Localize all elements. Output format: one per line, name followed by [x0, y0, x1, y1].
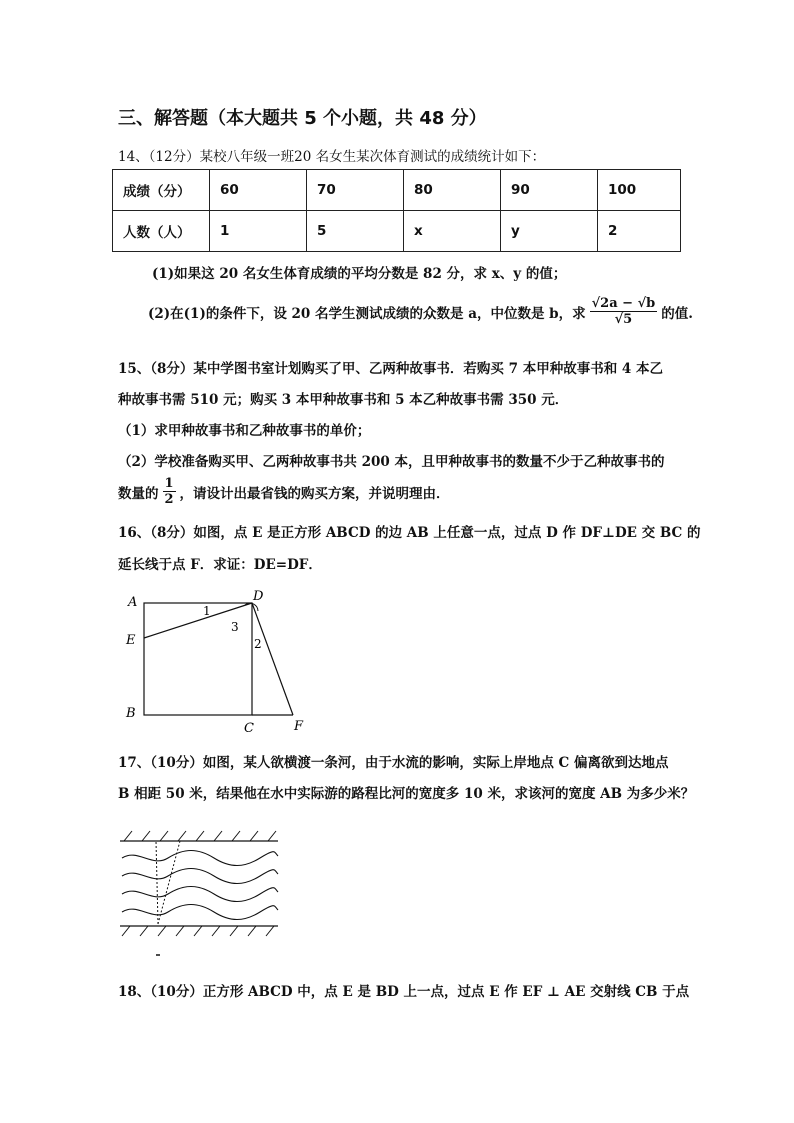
- q14-part2: [148, 296, 693, 327]
- section-title: 三、解答题（本大题共 5 个小题，共 48 分）: [118, 108, 487, 129]
- q15-fraction: [163, 476, 176, 507]
- river-figure: [118, 828, 280, 963]
- q15-part2-text: 数量的: [118, 485, 159, 502]
- score-table: [112, 169, 681, 252]
- bank-hatching-bottom: [122, 926, 274, 936]
- angle-label-1: 1: [203, 604, 211, 618]
- table-row: [113, 211, 681, 252]
- q17-line1: 17、（10分）如图，某人欲横渡一条河，由于水流的影响，实际上岸地点 C 偏离欲到达地点: [118, 755, 669, 771]
- path-ab-dotted: [156, 841, 158, 924]
- q14-fraction: [590, 296, 658, 327]
- label-e: E: [126, 633, 136, 648]
- label-f: F: [294, 719, 304, 734]
- table-cell: x: [404, 211, 501, 252]
- q15-part2-line1: （2）学校准备购买甲、乙两种故事书共 200 本，且甲种故事书的数量不少于乙种故事书的: [118, 454, 665, 470]
- fraction-numerator: √2a − √b: [591, 296, 656, 311]
- q14-part2-end: 的值.: [661, 305, 693, 322]
- table-cell: 5: [307, 211, 404, 252]
- table-cell: 成绩（分）: [113, 170, 210, 211]
- fraction-denominator: √5: [614, 312, 633, 327]
- q14-part1: (1)如果这 20 名女生体育成绩的平均分数是 82 分，求 x、y 的值；: [152, 266, 567, 282]
- fraction-denominator: 2: [164, 492, 174, 507]
- q15-part1: （1）求甲种故事书和乙种故事书的单价；: [118, 423, 371, 439]
- label-d: D: [253, 589, 264, 604]
- angle-label-2: 2: [254, 637, 262, 651]
- q15-part2-end: ，请设计出最省钱的购买方案，并说明理由．: [179, 485, 450, 502]
- table-cell: 100: [598, 170, 681, 211]
- table-cell: 人数（人）: [113, 211, 210, 252]
- bank-hatching-top: [124, 831, 276, 841]
- q14-part2-text: (2)在(1)的条件下，设 20 名学生测试成绩的众数是 a，中位数是 b，求: [148, 305, 586, 322]
- table-cell: 70: [307, 170, 404, 211]
- segment-df: [252, 603, 293, 715]
- label-a: A: [128, 595, 138, 610]
- label-c: C: [244, 721, 254, 736]
- q17-line2: B 相距 50 米，结果他在水中实际游的路程比河的宽度多 10 米，求该河的宽度 AB 为多少米？: [118, 786, 695, 802]
- table-cell: y: [501, 211, 598, 252]
- table-cell: 90: [501, 170, 598, 211]
- q15-line1: 15、（8分）某中学图书室计划购买了甲、乙两种故事书．若购买 7 本甲种故事书和 4 本乙: [118, 361, 664, 377]
- square-geometry-figure: [110, 585, 330, 740]
- table-cell: 60: [210, 170, 307, 211]
- q15-line2: 种故事书需 510 元；购买 3 本甲种故事书和 5 本乙种故事书需 350 元．: [118, 392, 569, 408]
- table-cell: 80: [404, 170, 501, 211]
- table-row: [113, 170, 681, 211]
- angle-label-3: 3: [231, 620, 239, 634]
- fraction-numerator: 1: [164, 476, 174, 491]
- label-b: B: [126, 706, 136, 721]
- q14-header: 14、（12分）某校八年级一班20 名女生某次体育测试的成绩统计如下：: [118, 149, 546, 165]
- river-waves: [122, 851, 278, 920]
- table-cell: 1: [210, 211, 307, 252]
- q18-line1: 18、（10分）正方形 ABCD 中，点 E 是 BD 上一点，过点 E 作 EF ⊥ AE 交射线 CB 于点: [118, 984, 690, 1000]
- table-cell: 2: [598, 211, 681, 252]
- q16-line1: 16、（8分）如图，点 E 是正方形 ABCD 的边 AB 上任意一点，过点 D 作 DF⊥DE 交 BC 的: [118, 525, 701, 541]
- q15-part2-line2: [118, 476, 450, 507]
- q16-line2: 延长线于点 F．求证：DE=DF．: [118, 557, 322, 573]
